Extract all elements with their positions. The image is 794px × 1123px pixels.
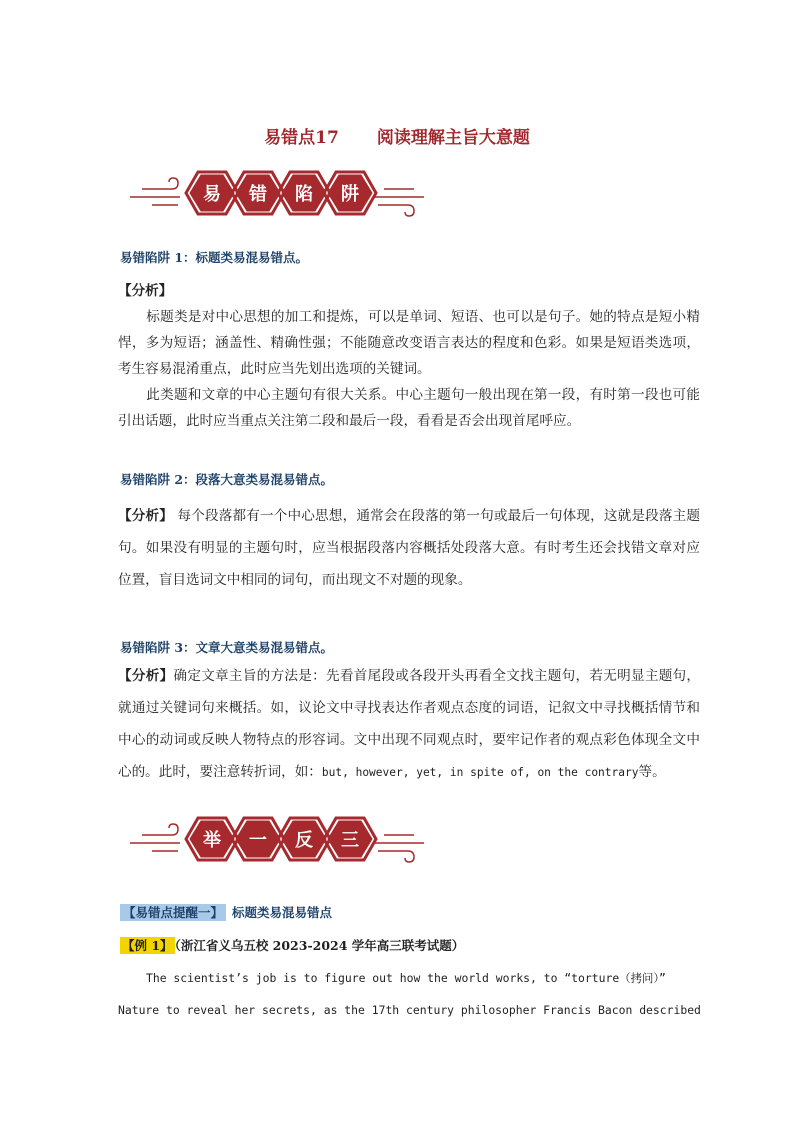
banner2-char-1: 举	[203, 830, 221, 851]
trap2-text: 每个段落都有一个中心思想，通常会在段落的第一句或最后一句体现，这就是段落主题句。如果没有明显的主题句时，应当根据段落内容概括处段落大意。有时考生还会找错文章对应位置，盲目选词文中相同的词句，而出现文不对题的现象。	[118, 508, 701, 588]
title-topic: 阅读理解主旨大意题	[376, 128, 530, 148]
trap1-p2-text: 此类题和文章的中心主题句有很大关系。中心主题句一般出现在第一段，有时第一段也可能引出话题，此时应当重点关注第二段和最后一段，看看是否会出现首尾呼应。	[118, 387, 700, 429]
trap1-p1-text: 标题类是对中心思想的加工和提炼，可以是单词、短语、也可以是句子。她的特点是短小精悍，多为短语；涵盖性、精确性强；不能随意改变语言表达的程度和色彩。如果是短语类选项，考生容易混淆重点，此时应当先划出选项的关键词。	[118, 309, 700, 377]
section-banner-examples	[122, 806, 432, 870]
reminder-label: 【易错点提醒一】	[120, 904, 226, 921]
trap3-paragraph	[118, 660, 700, 789]
banner2-char-2: 一	[249, 830, 267, 851]
trap1-analysis-label-row	[118, 278, 700, 304]
section-banner-traps	[122, 160, 432, 224]
example-label: 【例 1】	[122, 938, 173, 953]
trap3-text: 确定文章主旨的方法是：先看首尾段或各段开头再看全文找主题句，若无明显主题句，就通过关键词句来概括。如，议论文中寻找表达作者观点态度的词语，记叙文中寻找概括情节和中心的动词或反映人物特点的形容词。文中出现不同观点时，要牢记作者的观点彩色体现全文中心的。此时，要注意转折词，如：	[118, 668, 701, 780]
example-heading	[120, 936, 464, 954]
banner2-char-3: 反	[295, 830, 313, 851]
banner2-char-4: 三	[341, 830, 359, 851]
banner-char-2: 错	[249, 184, 267, 205]
trap1-analysis-label: 【分析】	[118, 283, 173, 299]
error-reminder	[120, 903, 332, 921]
passage-line-1: The scientist’s job is to figure out how the world works, to “torture（拷问）”	[146, 971, 666, 985]
trap1-paragraph-1	[118, 304, 700, 382]
banner-right-ornament	[374, 189, 424, 216]
trap3-words: but, however, yet, in spite of, on the contrary	[321, 766, 639, 779]
banner-left-ornament	[130, 178, 180, 205]
banner-char-3: 陷	[295, 184, 313, 205]
reminder-text: 标题类易混易错点	[232, 905, 333, 920]
trap2-paragraph	[118, 500, 700, 596]
banner2-right-ornament	[374, 835, 424, 862]
trap1-heading: 易错陷阱 1：标题类易混易错点。	[120, 250, 309, 265]
trap3-end: 等。	[638, 764, 666, 780]
trap1-paragraph-2	[118, 382, 700, 434]
trap3-analysis-label: 【分析】	[118, 668, 174, 684]
title-number: 易错点17	[264, 128, 339, 148]
trap2-heading: 易错陷阱 2：段落大意类易混易错点。	[120, 472, 334, 487]
example-source: （浙江省义乌五校 2023-2024 学年高三联考试题）	[174, 938, 465, 953]
banner-char-1: 易	[203, 184, 221, 205]
banner2-left-ornament	[130, 824, 180, 851]
trap3-heading: 易错陷阱 3：文章大意类易混易错点。	[120, 640, 334, 655]
passage-line-2: Nature to reveal her secrets, as the 17th century philosopher Francis Bacon described	[118, 1003, 701, 1017]
page-title	[0, 123, 794, 148]
trap2-analysis-label: 【分析】	[118, 508, 174, 524]
banner-char-4: 阱	[341, 184, 359, 205]
